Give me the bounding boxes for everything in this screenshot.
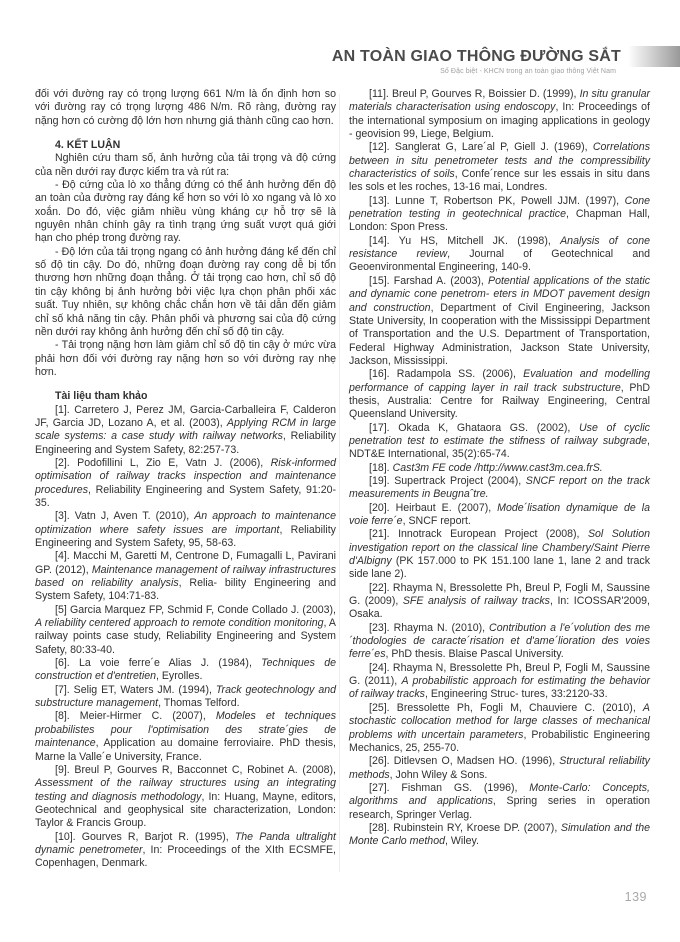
reference-item: [13]. Lunne T, Robertson PK, Powell JJM. (1997), Cone penetration testing in geotechnical practice, Chapman Hall, London: Spon Press. bbox=[349, 194, 650, 234]
journal-header bbox=[0, 46, 680, 75]
reference-item: [11]. Breul P, Gourves R, Boissier D. (1999), In situ granular materials characterisation using endoscopy, In: Proceedings of the international symposium on imaging applications in geology - geovision 99, Liege, Belgium. bbox=[349, 88, 650, 141]
header-gradient-bar bbox=[628, 46, 680, 67]
reference-item: [27]. Fishman GS. (1996), Monte-Carlo: Concepts, algorithms and applications, Spring series in operation research, Springer Verlag. bbox=[349, 781, 650, 821]
reference-item: [4]. Macchi M, Garetti M, Centrone D, Fumagalli L, Pavirani GP. (2012), Maintenance management of railway infrastructures based on reliability analysis, Relia- bility Engineering and System Safety, 104:71-83. bbox=[35, 550, 336, 603]
page-number: 139 bbox=[624, 890, 647, 904]
reference-item: [19]. Supertrack Project (2004), SNCF report on the track measurements in Beugnaˆtre. bbox=[349, 474, 650, 501]
reference-item: [3]. Vatn J, Aven T. (2010), An approach to maintenance optimization where safety issues are important, Reliability Engineering and System Safety, 95, 58-63. bbox=[35, 510, 336, 549]
reference-item: [10]. Gourves R, Barjot R. (1995), The Panda ultralight dynamic penetrometer, In: Proceedings of the XIth ECSMFE, Copenhagen, Denmark. bbox=[35, 830, 336, 870]
reference-item: [14]. Yu HS, Mitchell JK. (1998), Analysis of cone resistance review, Journal of Geotechnical and Geoenvironmental Engineering, 140-9. bbox=[349, 234, 650, 274]
reference-item: [23]. Rhayma N. (2010), Contribution a l'e´volution des me´thodologies de caracte´risation et d'ame´lioration des voies ferre´es, PhD thesis. Blaise Pascal University. bbox=[349, 621, 650, 661]
body-paragraph: đối với đường ray có trọng lượng 661 N/m là ổn định hơn so với đường ray có trọng lượng 486 N/m. Rõ ràng, đường ray nặng hơn có cường độ lớn hơn nhưng giá thành cũng cao hơn. bbox=[35, 88, 336, 127]
journal-title: AN TOÀN GIAO THÔNG ĐƯỜNG SẮT bbox=[331, 47, 621, 65]
journal-subtitle: Số Đặc biệt - KHCN trong an toàn giao thông Việt Nam bbox=[440, 68, 616, 75]
reference-item: [28]. Rubinstein RY, Kroese DP. (2007), Simulation and the Monte Carlo method, Wiley. bbox=[349, 821, 650, 848]
reference-item: [25]. Bressolette Ph, Fogli M, Chauviere C. (2010), A stochastic collocation method for large classes of mechanical problems with uncertain parameters, Probabilistic Engineering Mechanics, 25, 255-70. bbox=[349, 701, 650, 754]
reference-item: [17]. Okada K, Ghataora GS. (2002), Use of cyclic penetration test to estimate the stifness of railway subgrade, NDT&E International, 35(2):65-74. bbox=[349, 421, 650, 461]
reference-item: [1]. Carretero J, Perez JM, Garcia-Carballeira F, Calderon JF, Garcia JD, Lozano A, et al. (2003), Applying RCM in large scale systems: a case study with railway networks, Reliability Engineering and System Safety, 82:257-73. bbox=[35, 403, 336, 456]
reference-item: [21]. Innotrack European Project (2008), Sol Solution investigation report on the classical line Chambery/Saint Pierre d'Albigny (PK 157.000 to PK 151.100 lane 1, lane 2 and track side lane 2). bbox=[349, 528, 651, 581]
section-heading: Tài liệu tham khảo bbox=[55, 390, 148, 403]
reference-item: [12]. Sanglerat G, Lare´al P, Giell J. (1969), Correlations between in situ penetrometer tests and the compressibility characteristics of soils, Confe´rence sur les essais in situ dans les sols et les roches, 13-16 mai, Londres. bbox=[349, 141, 650, 194]
body-paragraph: - Độ lớn của tải trọng ngang có ảnh hưởng đáng kể đến chỉ số độ tin cậy. Do đó, những đoạn đường ray cong dễ bị tổn thương hơn những đoạn thẳng. Ở tải trọng cao hơn, chỉ số độ tin cậy không bị ảnh hưởng bởi việc lựa chọn phân phối xác suất. Tuy nhiên, sự không chắc chắn hơn về tải dẫn đến giảm chỉ số khả năng tin cậy. Phân phối và phương sai của độ cứng nền dưới ray không ảnh hưởng đến chỉ số độ tin cậy. bbox=[35, 245, 336, 338]
body-paragraph: - Độ cứng của lò xo thẳng đứng có thể ảnh hưởng đến độ an toàn của đường ray đáng kể hơn so với lò xo ngang và lò xo xoắn. Do đó, việc giảm nhiều vùng kháng cự hỗ trợ sẽ là nguyên nhân chính gây ra tình trạng ứng suất vượt quá giới hạn cho phép trong đường ray. bbox=[35, 179, 336, 245]
reference-item: [20]. Heirbaut E. (2007), Mode´lisation dynamique de la voie ferre´e, SNCF report. bbox=[349, 501, 650, 527]
body-paragraph: Nghiên cứu tham số, ảnh hưởng của tải trọng và độ cứng của nền dưới ray được kiểm tra và rút ra: bbox=[35, 152, 336, 178]
reference-item: [2]. Podofillini L, Zio E, Vatn J. (2006), Risk-informed optimisation of railway tracks inspection and maintenance procedures, Reliability Engineering and System Safety, 91:20-35. bbox=[35, 456, 336, 509]
reference-item: [7]. Selig ET, Waters JM. (1994), Track geotechnology and substructure management, Thomas Telford. bbox=[35, 683, 336, 710]
right-column bbox=[349, 88, 650, 871]
reference-item: [9]. Breul P, Gourves R, Bacconnet C, Robinet A. (2008), Assessment of the railway structures using an integrating testing and diagnosis methodology, In: Huang, Mayne, editors, Geotechnical and geophysical site characterization, London: Taylor & Francis Group. bbox=[35, 763, 336, 830]
left-column bbox=[35, 88, 336, 871]
reference-item: [18]. Cast3m FE code /http://www.cast3m.cea.frS. bbox=[369, 461, 603, 474]
section-heading: 4. KẾT LUẬN bbox=[55, 139, 121, 152]
article-body bbox=[35, 88, 650, 871]
reference-item: [22]. Rhayma N, Bressolette Ph, Breul P, Fogli M, Saussine G. (2009), SFE analysis of railway tracks, In: ICOSSAR'2009, Osaka. bbox=[349, 581, 650, 621]
reference-item: [5] Garcia Marquez FP, Schmid F, Conde Collado J. (2003), A reliability centered approach to remote condition monitoring, A railway points case study, Reliability Engineering and System Safety, 80:33-40. bbox=[35, 603, 337, 656]
reference-item: [24]. Rhayma N, Bressolette Ph, Breul P, Fogli M, Saussine G. (2011), A probabilistic approach for estimating the behavior of railway tracks, Engineering Struc- tures, 33:2120-33. bbox=[349, 661, 650, 701]
reference-item: [26]. Ditlevsen O, Madsen HO. (1996), Structural reliability methods, John Wiley & Sons. bbox=[349, 755, 650, 781]
reference-item: [6]. La voie ferre´e Alias J. (1984), Techniques de construction et d'entretien, Eyrolles. bbox=[35, 657, 336, 683]
reference-item: [8]. Meier-Hirmer C. (2007), Modeles et techniques probabilistes pour l'optimisation des strate´gies de maintenance, Application au domaine ferroviaire. PhD thesis, Marne la Valle´e University, France. bbox=[35, 710, 336, 763]
reference-item: [15]. Farshad A. (2003), Potential applications of the static and dynamic cone penetrom- eters in MDOT pavement design and construction, Department of Civil Engineering, Jackson State University, In cooperation with the Mississippi Department of Transportation and the U.S. Department of Transportation, Federal Highway Administration, Jackson State University, Jackson, Mississippi. bbox=[349, 274, 650, 367]
reference-item: [16]. Radampola SS. (2006), Evaluation and modelling performance of capping layer in rail track substructure, PhD thesis, Australia: Centre for Railway Engineering, Central Queensland University. bbox=[349, 368, 650, 421]
body-paragraph: - Tải trọng nặng hơn làm giảm chỉ số độ tin cậy ở mức vừa phải hơn đối với đường ray nặng hơn so với đường ray nhẹ hơn. bbox=[35, 339, 336, 378]
